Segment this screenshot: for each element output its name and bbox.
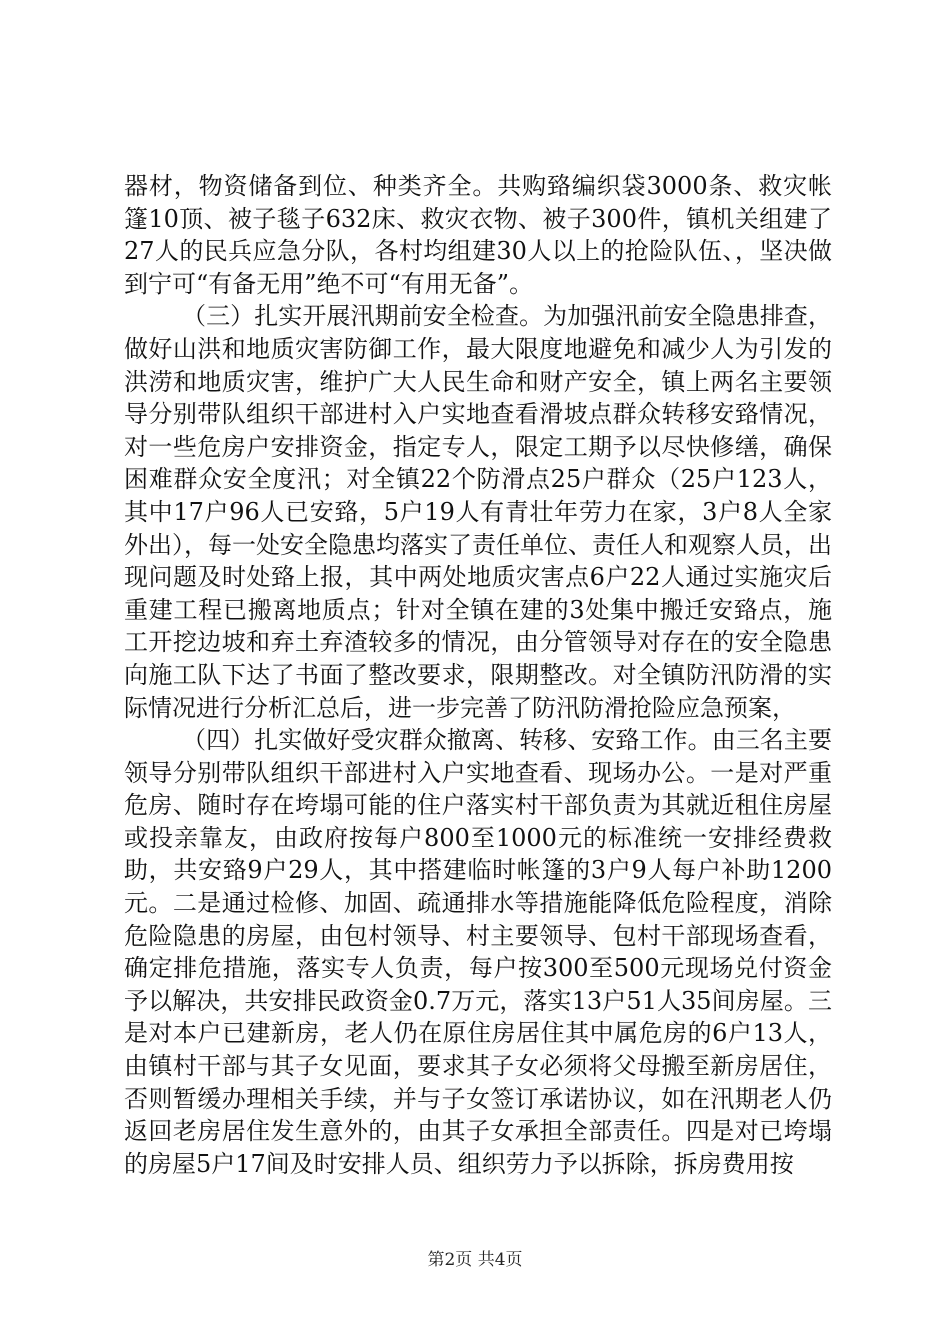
paragraph-2: （三）扎实开展汛期前安全检查。为加强汛前安全隐患排查，做好山洪和地质灾害防御工作，最大限度地避免和减少人为引发的洪涝和地质灾害，维护广大人民生命和财产安全，镇上两名主要领导分别带队组织干部进村入户实地查看滑坡点群众转移安臵情况，对一些危房户安排资金，指定专人，限定工期予以尽快修缮，确保困难群众安全度汛；对全镇22个防滑点25户群众（25户123人，其中17户96人已安臵，5户19人有青壮年劳力在家，3户8人全家外出），每一处安全隐患均落实了责任单位、责任人和观察人员，出现问题及时处臵上报，其中两处地质灾害点6户22人通过实施灾后重建工程已搬离地质点；针对全镇在建的3处集中搬迁安臵点，施工开挖边坡和弃土弃渣较多的情况，由分管领导对存在的安全隐患向施工队下达了书面了整改要求，限期整改。对全镇防汛防滑的实际情况进行分析汇总后，进一步完善了防汛防滑抢险应急预案，	[124, 302, 832, 722]
paragraph-3: （四）扎实做好受灾群众撤离、转移、安臵工作。由三名主要领导分别带队组织干部进村入户实地查看、现场办公。一是对严重危房、随时存在垮塌可能的住户落实村干部负责为其就近租住房屋或投亲靠友，由政府按每户800至1000元的标准统一安排经费救助，共安臵9户29人，其中搭建临时帐篷的3户9人每户补助1200元。二是通过检修、加固、疏通排水等措施能降低危险程度，消除危险隐患的房屋，由包村领导、村主要领导、包村干部现场查看，确定排危措施，落实专人负责，每户按300至500元现场兑付资金予以解决，共安排民政资金0.7万元，落实13户51人35间房屋。三是对本户已建新房，老人仍在原住房居住其中属危房的6户13人，由镇村干部与其子女见面，要求其子女必须将父母搬至新房居住，否则暂缓办理相关手续，并与子女签订承诺协议，如在汛期老人仍返回老房居住发生意外的，由其子女承担全部责任。四是对已垮塌的房屋5户17间及时安排人员、组织劳力予以拆除，拆房费用按	[124, 726, 832, 1178]
page-footer: 第2页 共4页	[427, 1250, 523, 1270]
document-body	[124, 170, 832, 1180]
paragraph-1: 器材，物资储备到位、种类齐全。共购臵编织袋3000条、救灾帐篷10顶、被子毯子632床、救灾衣物、被子300件，镇机关组建了27人的民兵应急分队，各村均组建30人以上的抢险队伍、，坚决做到宁可“有备无用”绝不可“有用无备”。	[124, 172, 832, 298]
